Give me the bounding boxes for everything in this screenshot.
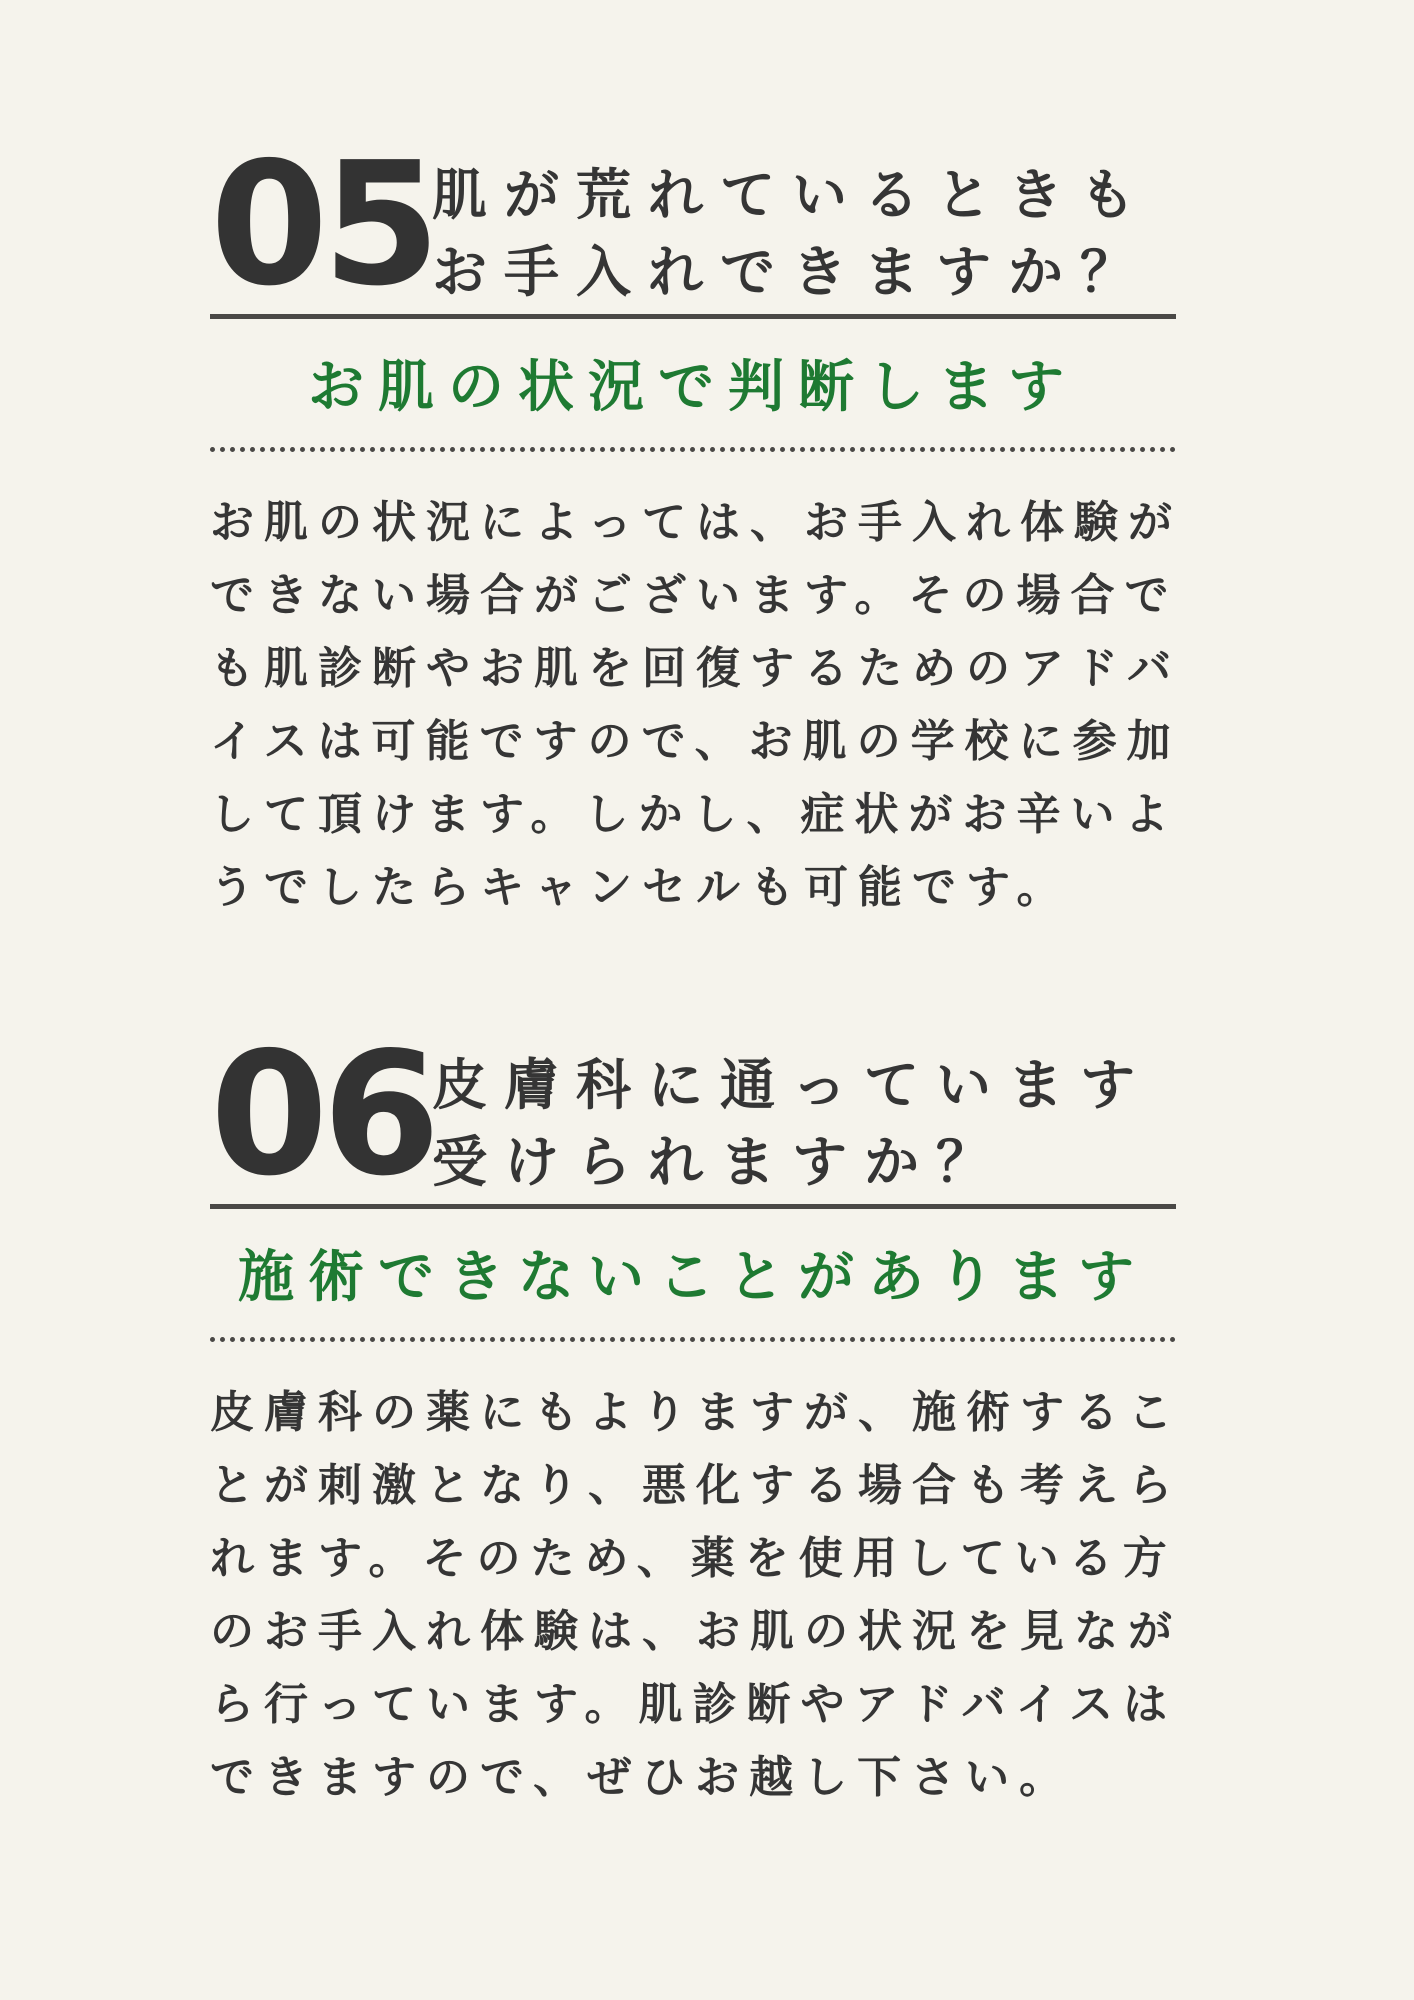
question-line: 肌が荒れているときも <box>432 163 1153 227</box>
answer-line: のお手入れ体験は、お肌の状況を見なが <box>210 1606 1182 1657</box>
question-header <box>210 126 1176 324</box>
answer-line: ら行っています。肌診断やアドバイスは <box>210 1679 1178 1730</box>
question-number: 05 <box>210 126 435 324</box>
question-number: 06 <box>210 1016 435 1214</box>
answer-line: 皮膚科の薬にもよりますが、施術するこ <box>210 1387 1182 1438</box>
answer-heading: 施術できないことがあります <box>238 1245 1148 1310</box>
answer-line: れます。そのため、薬を使用している方 <box>210 1533 1177 1584</box>
question-line: お手入れできますか？ <box>432 240 1153 304</box>
question-line: 受けられますか？ <box>432 1130 1009 1194</box>
question-header <box>210 1016 1176 1214</box>
answer-body <box>210 1376 1182 1814</box>
faq-item-05 <box>210 126 1182 924</box>
answer-body <box>210 486 1182 924</box>
answer-line: も肌診断やお肌を回復するためのアドバ <box>210 643 1182 694</box>
answer-line: できない場合がございます。その場合で <box>210 570 1179 621</box>
dotted-divider <box>210 1337 1176 1342</box>
answer-line: できますので、ぜひお越し下さい。 <box>210 1752 1074 1803</box>
answer-heading: お肌の状況で判断します <box>308 355 1078 420</box>
answer-line: うでしたらキャンセルも可能です。 <box>210 862 1071 913</box>
answer-line: とが刺激となり、悪化する場合も考えら <box>210 1460 1182 1511</box>
answer-line: お肌の状況によっては、お手入れ体験が <box>210 497 1182 548</box>
answer-line: して頂けます。しかし、症状がお辛いよ <box>210 789 1179 840</box>
question-title <box>432 163 1153 314</box>
question-title <box>432 1053 1153 1204</box>
answer-line: イスは可能ですので、お肌の学校に参加 <box>210 716 1181 767</box>
faq-item-06 <box>210 1016 1182 1814</box>
question-line: 皮膚科に通っています <box>432 1053 1153 1117</box>
dotted-divider <box>210 447 1176 452</box>
